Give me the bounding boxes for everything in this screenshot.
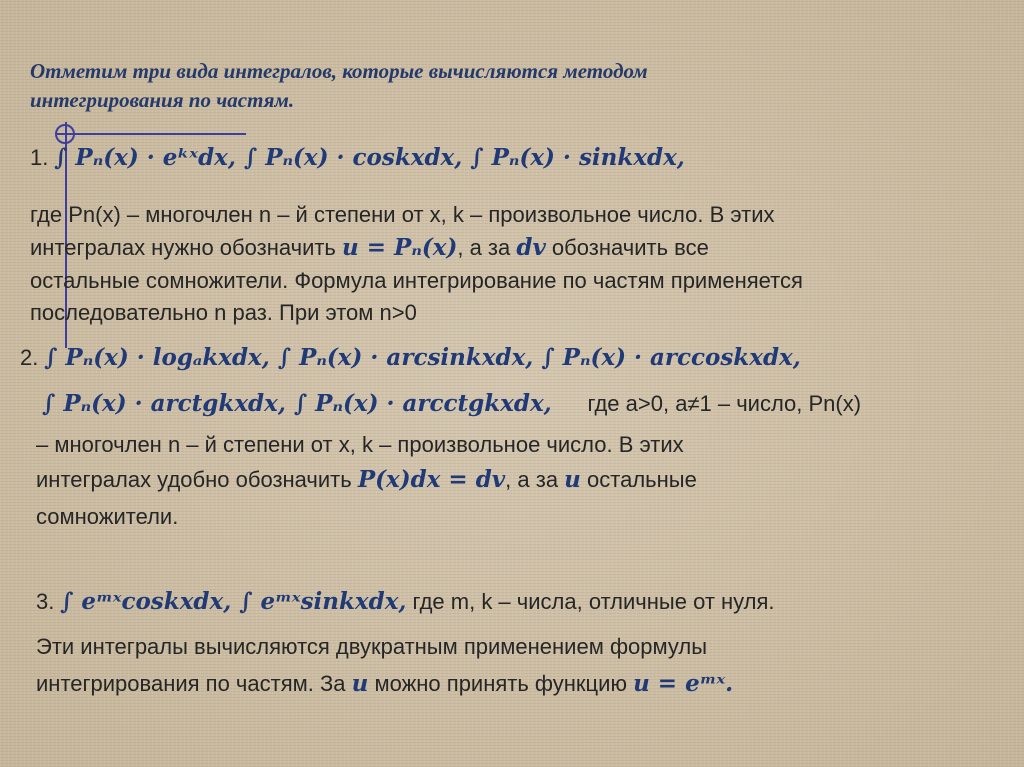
item2-desc-line-1: – многочлен n – й степени от x, k – произвольное число. В этих (36, 432, 684, 457)
item1-desc-text-a: интегралах нужно обозначить (30, 235, 343, 260)
item2-desc-text-a: интегралах удобно обозначить (36, 467, 358, 492)
item3-condition: где m, k – числа, отличные от нуля. (406, 589, 775, 614)
item2-desc-line-3: сомножители. (36, 504, 179, 529)
item3-number: 3. (36, 589, 55, 614)
decor-circle-icon (55, 124, 75, 144)
slide-heading (30, 57, 930, 115)
item1-desc-text-c: обозначить все (545, 235, 709, 260)
item2-formula-line-2 (42, 390, 861, 417)
heading-line-1: Отметим три вида интегралов, которые вычисляются методом (30, 59, 648, 83)
item3-formula-line (36, 588, 775, 615)
item3-desc-math-emx: u = eᵐˣ. (633, 670, 734, 697)
item3-desc-text-a: интегрирования по частям. За (36, 671, 352, 696)
item3-desc-line-1: Эти интегралы вычисляются двукратным применением формулы (36, 634, 708, 659)
item2-formula-line-1 (20, 344, 801, 371)
decor-horizontal-line (56, 133, 246, 135)
item1-formula-line (30, 144, 685, 171)
item1-desc-math-u: u = Pₙ(x) (342, 234, 458, 261)
item2-desc-text-c: остальные (580, 467, 697, 492)
item2-condition: где a>0, a≠1 – число, Pn(x) (587, 391, 862, 416)
item1-desc-line-4: последовательно n раз. При этом n>0 (30, 300, 417, 325)
item1-number: 1. (30, 145, 49, 170)
item3-desc-math-u: u (351, 670, 369, 697)
item1-desc-text-b: , а за (457, 235, 517, 260)
item3-formula: ∫ eᵐˣcoskxdx, ∫ eᵐˣsinkxdx, (60, 588, 407, 615)
item3-desc-line-2 (36, 670, 733, 697)
item2-desc-line-2 (36, 466, 697, 493)
item1-desc-line-1: где Pn(x) – многочлен n – й степени от x, k – произвольное число. В этих (30, 202, 775, 227)
heading-line-2: интегрирования по частям. (30, 88, 295, 112)
item2-desc-math-u: u (564, 466, 581, 493)
item2-formula-1: ∫ Pₙ(x) · logₐkxdx, ∫ Pₙ(x) · arcsinkxdx, ∫ Pₙ(x) · arccoskxdx, (44, 344, 801, 371)
item2-desc-text-b: , а за (505, 467, 565, 492)
item1-formula: ∫ Pₙ(x) · eᵏˣdx, ∫ Pₙ(x) · coskxdx, ∫ Pₙ(x) · sinkxdx, (54, 144, 685, 171)
item2-formula-2: ∫ Pₙ(x) · arctgkxdx, ∫ Pₙ(x) · arcctgkxdx, (42, 390, 552, 417)
item2-number: 2. (20, 345, 39, 370)
item2-desc-math-dv: P(x)dx = dv (357, 466, 506, 493)
item3-desc-text-b: можно принять функцию (368, 671, 634, 696)
item1-desc-math-dv: dv (516, 234, 546, 261)
item1-desc-line-3: остальные сомножители. Формула интегрирование по частям применяется (30, 268, 803, 293)
item1-desc-line-2 (30, 234, 709, 261)
